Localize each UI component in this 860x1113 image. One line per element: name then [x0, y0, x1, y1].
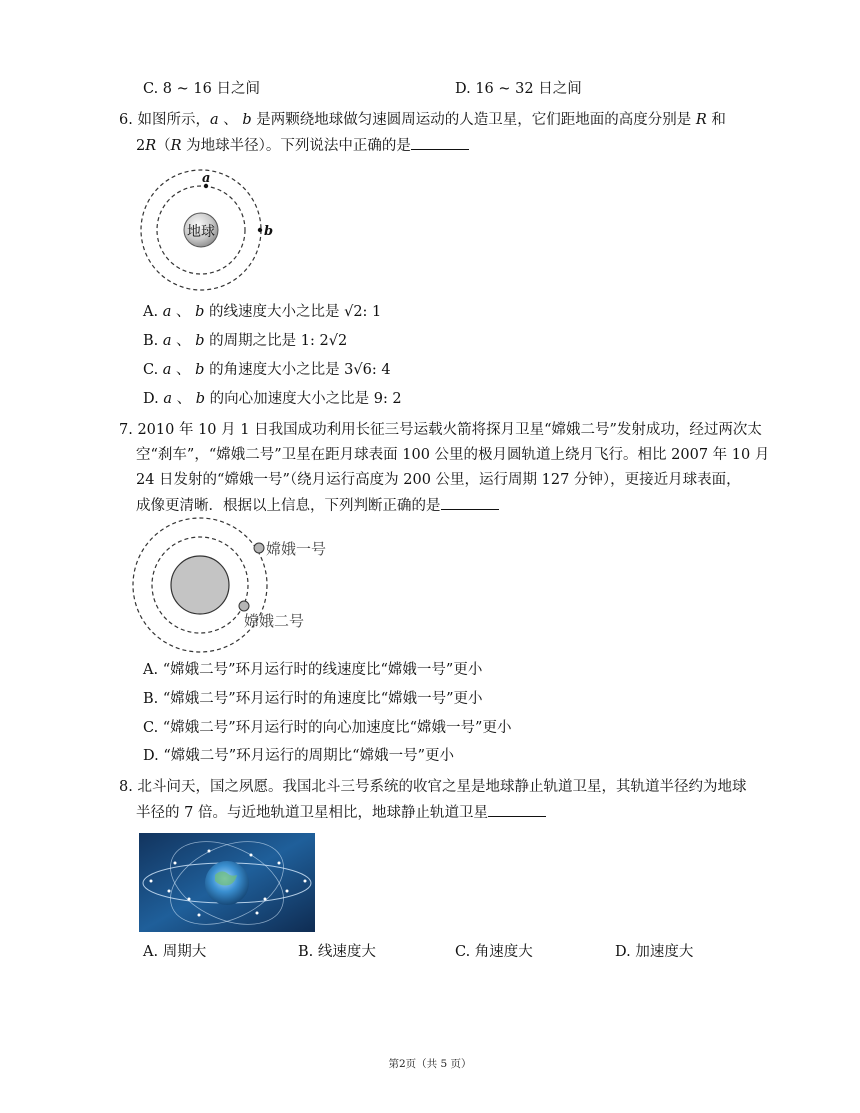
chang-e-1-label: 嫦娥一号: [266, 540, 327, 558]
q6-orbit-figure: [140, 170, 274, 290]
q6-option-b: B. a 、 b 的周期之比是 1: 2√2: [143, 333, 348, 349]
chang-e-2-label: 嫦娥二号: [244, 612, 305, 630]
q6-option-c: C. a 、 b 的角速度大小之比是 3√6: 4: [143, 362, 391, 378]
q7-option-a: A. “嫦娥二号”环月运行时的线速度比“嫦娥一号”更小: [143, 662, 483, 678]
q7-option-b: B. “嫦娥二号”环月运行时的角速度比“嫦娥一号”更小: [143, 691, 483, 707]
answer-blank: [411, 135, 469, 150]
q7-stem-line1: 7. 2010 年 10 月 1 日我国成功利用长征三号运载火箭将探月卫星“嫦娥二号”发射成功，经过两次太: [119, 422, 762, 438]
q7-stem-line2: 空“刹车”，“嫦娥二号”卫星在距月球表面 100 公里的极月圆轨道上绕月飞行。相比 2007 年 10 月: [136, 447, 770, 463]
q7-stem-line3: 24 日发射的“嫦娥一号”（绕月运行高度为 200 公里，运行周期 127 分钟），更接近月球表面，: [136, 472, 741, 488]
q8-option-b: B. 线速度大: [298, 944, 376, 960]
q8-option-c: C. 角速度大: [455, 944, 533, 960]
earth-label: 地球: [187, 224, 215, 240]
satellite-a-label: a: [202, 171, 211, 186]
prev-option-c: C. 8 ~ 16 日之间: [143, 81, 260, 97]
q6-stem-line1: 6. 如图所示，a 、 b 是两颗绕地球做匀速圆周运动的人造卫星，它们距地面的高度分别是 R 和: [119, 112, 726, 128]
page-footer: 第2页（共 5 页）: [388, 1058, 472, 1070]
q8-option-a: A. 周期大: [143, 944, 207, 960]
satellite-b-label: b: [264, 224, 274, 239]
q8-stem-line1: 8. 北斗问天，国之夙愿。我国北斗三号系统的收官之星是地球静止轨道卫星，其轨道半径约为地球: [119, 779, 747, 795]
answer-blank: [441, 495, 499, 510]
q8-option-d: D. 加速度大: [615, 944, 694, 960]
q7-option-c: C. “嫦娥二号”环月运行时的向心加速度比“嫦娥一号”更小: [143, 720, 512, 736]
q8-satellite-image: [139, 833, 315, 932]
q6-stem-line2: 2R（R 为地球半径）。下列说法中正确的是: [136, 135, 469, 156]
prev-option-d: D. 16 ~ 32 日之间: [455, 81, 582, 97]
chang-e-2-satellite: [239, 601, 249, 611]
answer-blank: [488, 802, 546, 817]
satellite-b: [258, 228, 262, 232]
q7-orbit-figure: [132, 518, 342, 654]
chang-e-1-satellite: [254, 543, 264, 553]
q6-option-a: A. a 、 b 的线速度大小之比是 √2: 1: [143, 304, 382, 320]
moon: [171, 556, 229, 614]
q7-stem-line4: 成像更清晰．根据以上信息，下列判断正确的是: [136, 495, 499, 516]
q8-stem-line2: 半径的 7 倍。与近地轨道卫星相比，地球静止轨道卫星: [136, 802, 546, 823]
q7-option-d: D. “嫦娥二号”环月运行的周期比“嫦娥一号”更小: [143, 748, 454, 764]
q6-option-d: D. a 、 b 的向心加速度大小之比是 9: 2: [143, 391, 402, 407]
